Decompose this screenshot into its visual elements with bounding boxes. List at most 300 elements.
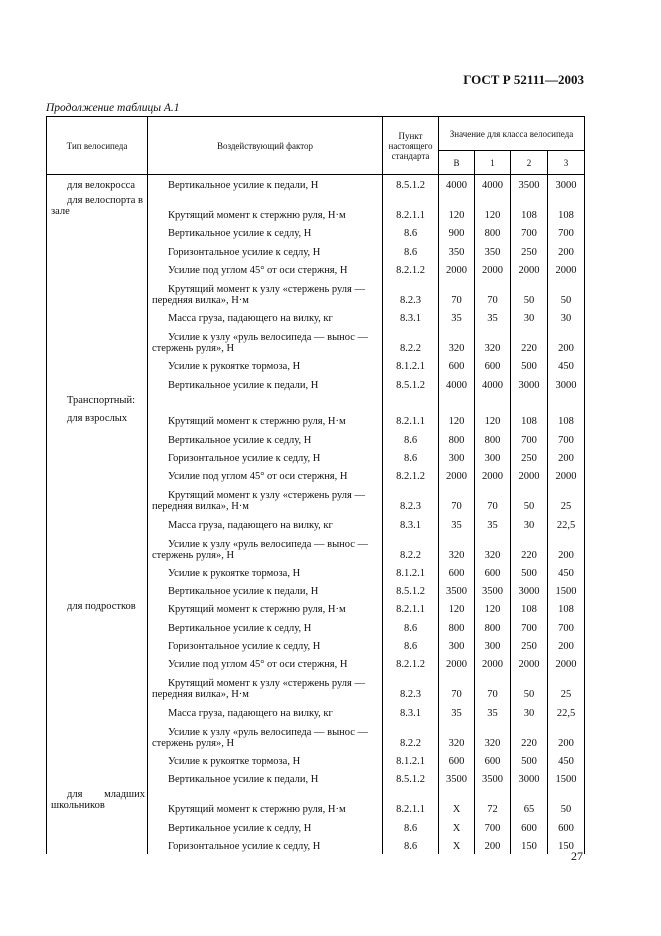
table-row [47,817,585,835]
cell-class-3: 200 [548,241,585,259]
cell-factor [148,175,383,194]
table-row [47,636,585,654]
cell-class-3: 200 [548,326,585,356]
cell-factor [148,599,383,617]
cell-class-v: 320 [439,721,475,751]
factor-text: Горизонтальное усилие к седлу, Н [168,840,321,852]
cell-class-3: 450 [548,356,585,374]
cell-class-3: 200 [548,636,585,654]
cell-class-v: 120 [439,193,475,223]
cell-class-v: 35 [439,308,475,326]
cell-class-3: 200 [548,533,585,563]
cell-class-1: 120 [475,193,511,223]
cell-class-3: 150 [548,836,585,854]
type-label: для подростков [67,601,136,613]
cell-class-2: 108 [511,193,548,223]
cell-class-1: 4000 [475,175,511,194]
factor-text: Крутящий момент к узлу «стержень руля — передняя вилка», Н·м [152,678,365,701]
cell-class-v: Х [439,787,475,817]
factor-text: Усилие к рукоятке тормоза, Н [168,361,301,373]
cell-class-3: 700 [548,429,585,447]
factor-text: Усилие под углом 45° от оси стержня, Н [168,471,348,483]
cell-class-1: 2000 [475,654,511,672]
cell-class-v: Х [439,836,475,854]
cell-class-v: 600 [439,563,475,581]
factor-text: Масса груза, падающего на вилку, кг [168,519,333,531]
header-factor: Воздействующий фактор [148,117,383,175]
cell-bicycle-type [47,356,148,374]
table-row [47,448,585,466]
header-value-group: Значение для класса велосипеда [439,117,585,151]
cell-clause: 8.6 [383,617,439,635]
cell-factor [148,326,383,356]
cell-class-3 [548,393,585,411]
factor-text: Масса груза, падающего на вилку, кг [168,313,333,325]
cell-bicycle-type [47,514,148,532]
cell-class-1: 35 [475,514,511,532]
cell-clause: 8.2.3 [383,484,439,514]
cell-clause: 8.2.1.1 [383,411,439,429]
cell-clause: 8.2.2 [383,533,439,563]
factor-text: Вертикальное усилие к седлу, Н [168,434,312,446]
cell-class-v: 4000 [439,175,475,194]
cell-class-2: 250 [511,448,548,466]
cell-class-v: 320 [439,326,475,356]
type-label: для велокросса [67,180,136,191]
cell-clause: 8.5.1.2 [383,175,439,194]
cell-factor [148,654,383,672]
cell-bicycle-type [47,429,148,447]
cell-factor [148,514,383,532]
cell-class-1 [475,393,511,411]
cell-class-v [439,393,475,411]
table-row [47,769,585,787]
factor-text: Вертикальное усилие к педали, Н [168,774,319,786]
table-row [47,484,585,514]
type-label: для велоспорта в зале [51,195,143,217]
cell-class-v: 600 [439,356,475,374]
cell-class-3: 450 [548,751,585,769]
table-row [47,751,585,769]
cell-factor [148,581,383,599]
cell-bicycle-type [47,411,148,429]
cell-factor [148,448,383,466]
cell-bicycle-type [47,636,148,654]
cell-class-1: 320 [475,326,511,356]
cell-class-1: 3500 [475,581,511,599]
cell-clause: 8.6 [383,817,439,835]
cell-class-1: 300 [475,448,511,466]
cell-class-3: 108 [548,193,585,223]
factor-text: Крутящий момент к стержню руля, Н·м [168,210,346,221]
cell-class-2: 220 [511,326,548,356]
table-row [47,514,585,532]
cell-class-1: 70 [475,278,511,308]
cell-class-2: 700 [511,223,548,241]
cell-class-2: 600 [511,817,548,835]
table-row [47,721,585,751]
cell-factor [148,223,383,241]
table-row [47,326,585,356]
cell-class-1: 800 [475,223,511,241]
cell-factor [148,429,383,447]
cell-class-1: 70 [475,484,511,514]
cell-class-3: 200 [548,721,585,751]
table-row [47,278,585,308]
cell-bicycle-type [47,223,148,241]
header-type: Тип велосипеда [47,117,148,175]
cell-class-v: 800 [439,429,475,447]
header-class-2: 2 [511,151,548,175]
cell-factor [148,393,383,411]
cell-class-3: 700 [548,617,585,635]
cell-bicycle-type [47,617,148,635]
cell-factor [148,672,383,702]
cell-bicycle-type [47,308,148,326]
cell-class-2: 700 [511,429,548,447]
cell-class-v: 70 [439,672,475,702]
cell-factor [148,702,383,720]
cell-class-3: 3000 [548,175,585,194]
cell-class-2: 3500 [511,175,548,194]
cell-class-2: 30 [511,702,548,720]
cell-class-1: 300 [475,636,511,654]
cell-class-v: 35 [439,702,475,720]
cell-class-3: 450 [548,563,585,581]
factor-text: Горизонтальное усилие к седлу, Н [168,641,321,653]
table-row [47,617,585,635]
factor-text: Вертикальное усилие к седлу, Н [168,622,312,634]
document-code: ГОСТ Р 52111—2003 [463,72,584,87]
cell-class-v: 300 [439,636,475,654]
cell-clause: 8.3.1 [383,702,439,720]
type-line-2: школьников [51,800,105,812]
cell-class-2: 2000 [511,466,548,484]
cell-class-2: 500 [511,356,548,374]
cell-class-3: 2000 [548,260,585,278]
cell-clause: 8.2.3 [383,278,439,308]
cell-class-v: 2000 [439,654,475,672]
factor-text: Усилие к рукоятке тормоза, Н [168,567,301,579]
factor-text: Крутящий момент к узлу «стержень руля — передняя вилка», Н·м [152,283,365,306]
cell-factor [148,751,383,769]
cell-class-1: 3500 [475,769,511,787]
cell-class-2: 150 [511,836,548,854]
cell-class-2 [511,393,548,411]
cell-class-v: 120 [439,599,475,617]
factor-text: Усилие к узлу «руль велосипеда — вынос — стержень руля», Н [152,538,369,561]
cell-clause: 8.6 [383,836,439,854]
factor-text: Усилие к рукоятке тормоза, Н [168,755,301,767]
factor-text: Усилие к узлу «руль велосипеда — вынос — стержень руля», Н [152,332,369,355]
cell-class-1: 2000 [475,260,511,278]
cell-class-v: 120 [439,411,475,429]
cell-class-3: 22,5 [548,702,585,720]
cell-bicycle-type [47,787,148,817]
cell-clause: 8.6 [383,448,439,466]
cell-class-3: 2000 [548,466,585,484]
factor-text: Усилие к узлу «руль велосипеда — вынос — стержень руля», Н [152,726,369,749]
cell-clause: 8.5.1.2 [383,581,439,599]
factor-text: Масса груза, падающего на вилку, кг [168,707,333,719]
cell-class-2: 108 [511,411,548,429]
table-row [47,466,585,484]
cell-factor [148,769,383,787]
cell-clause: 8.3.1 [383,308,439,326]
table-row [47,563,585,581]
cell-class-2: 3000 [511,374,548,392]
cell-clause: 8.2.1.2 [383,466,439,484]
cell-class-1: 120 [475,599,511,617]
cell-clause: 8.2.1.1 [383,787,439,817]
cell-factor [148,241,383,259]
table-row [47,175,585,194]
cell-class-v: 3500 [439,581,475,599]
factor-text: Горизонтальное усилие к седлу, Н [168,246,321,258]
cell-class-1: 72 [475,787,511,817]
cell-class-1: 800 [475,429,511,447]
cell-class-3: 30 [548,308,585,326]
cell-class-3: 50 [548,278,585,308]
cell-class-2: 2000 [511,654,548,672]
table-row [47,702,585,720]
table-row [47,581,585,599]
cell-class-2: 3000 [511,769,548,787]
cell-bicycle-type [47,721,148,751]
cell-class-3: 25 [548,484,585,514]
cell-bicycle-type [47,448,148,466]
type-line-1: для [67,789,83,801]
cell-bicycle-type [47,836,148,854]
table-row [47,393,585,411]
cell-class-1: 70 [475,672,511,702]
cell-class-v: 70 [439,484,475,514]
cell-class-1: 200 [475,836,511,854]
cell-class-2: 700 [511,617,548,635]
cell-bicycle-type [47,193,148,223]
cell-bicycle-type [47,599,148,617]
factor-text: Вертикальное усилие к педали, Н [168,586,319,598]
cell-class-1: 35 [475,702,511,720]
cell-clause: 8.2.1.1 [383,599,439,617]
cell-factor [148,484,383,514]
cell-clause: 8.2.3 [383,672,439,702]
cell-clause: 8.2.1.2 [383,260,439,278]
table-body [47,175,585,854]
cell-class-v: 3500 [439,769,475,787]
header-class-1: 1 [475,151,511,175]
cell-class-2: 50 [511,484,548,514]
cell-class-1: 350 [475,241,511,259]
cell-clause: 8.5.1.2 [383,769,439,787]
cell-factor [148,721,383,751]
cell-bicycle-type [47,260,148,278]
cell-clause: 8.5.1.2 [383,374,439,392]
cell-factor [148,308,383,326]
cell-class-2: 108 [511,599,548,617]
type-label: Транспортный: [67,394,135,406]
cell-class-1: 600 [475,751,511,769]
cell-bicycle-type [47,484,148,514]
cell-factor [148,260,383,278]
cell-clause: 8.2.1.1 [383,193,439,223]
cell-bicycle-type [47,672,148,702]
cell-class-2: 2000 [511,260,548,278]
cell-class-3: 25 [548,672,585,702]
cell-class-3: 2000 [548,654,585,672]
cell-bicycle-type [47,278,148,308]
cell-bicycle-type [47,563,148,581]
table-caption: Продолжение таблицы А.1 [46,102,180,114]
cell-class-2: 220 [511,721,548,751]
cell-bicycle-type [47,533,148,563]
cell-class-3: 200 [548,448,585,466]
cell-factor [148,836,383,854]
cell-class-v: 900 [439,223,475,241]
cell-factor [148,356,383,374]
cell-bicycle-type [47,326,148,356]
table-row [47,223,585,241]
cell-class-v: 300 [439,448,475,466]
cell-class-2: 500 [511,751,548,769]
cell-bicycle-type [47,654,148,672]
cell-class-2: 250 [511,636,548,654]
cell-class-v: 350 [439,241,475,259]
factor-text: Вертикальное усилие к седлу, Н [168,228,312,240]
cell-factor [148,411,383,429]
header-class-3: 3 [548,151,585,175]
cell-class-1: 120 [475,411,511,429]
header-clause: Пункт настоящего стандарта [383,117,439,175]
cell-class-v: 800 [439,617,475,635]
cell-bicycle-type [47,241,148,259]
table-row [47,411,585,429]
cell-class-1: 2000 [475,466,511,484]
factor-text: Крутящий момент к стержню руля, Н·м [168,604,346,616]
cell-clause: 8.2.1.2 [383,654,439,672]
factor-text: Усилие под углом 45° от оси стержня, Н [168,264,348,276]
cell-class-v: 2000 [439,466,475,484]
cell-bicycle-type [47,581,148,599]
cell-class-v: 70 [439,278,475,308]
cell-class-3: 108 [548,599,585,617]
cell-class-3: 1500 [548,581,585,599]
table-row [47,241,585,259]
table-row [47,599,585,617]
cell-class-3: 22,5 [548,514,585,532]
cell-class-1: 600 [475,563,511,581]
cell-class-1: 800 [475,617,511,635]
cell-class-v: 600 [439,751,475,769]
cell-class-1: 4000 [475,374,511,392]
cell-factor [148,617,383,635]
table-row [47,260,585,278]
factor-text: Крутящий момент к узлу «стержень руля — передняя вилка», Н·м [152,490,365,513]
cell-class-2: 500 [511,563,548,581]
cell-clause: 8.3.1 [383,514,439,532]
cell-class-1: 700 [475,817,511,835]
factor-text: Вертикальное усилие к педали, Н [168,180,319,191]
cell-class-v: 320 [439,533,475,563]
cell-class-2: 50 [511,672,548,702]
cell-class-1: 35 [475,308,511,326]
cell-bicycle-type [47,817,148,835]
cell-factor [148,563,383,581]
cell-class-2: 3000 [511,581,548,599]
cell-class-3: 1500 [548,769,585,787]
cell-class-3: 700 [548,223,585,241]
cell-clause: 8.1.2.1 [383,563,439,581]
cell-class-2: 30 [511,308,548,326]
cell-class-1: 320 [475,721,511,751]
table-row [47,308,585,326]
cell-factor [148,817,383,835]
table-row [47,429,585,447]
cell-class-3: 50 [548,787,585,817]
cell-class-v: 2000 [439,260,475,278]
cell-bicycle-type [47,751,148,769]
cell-bicycle-type [47,175,148,194]
cell-class-1: 320 [475,533,511,563]
cell-factor [148,278,383,308]
factor-text: Крутящий момент к стержню руля, Н·м [168,804,346,816]
table-row [47,356,585,374]
page-number: 27 [571,849,583,863]
table-row [47,533,585,563]
cell-bicycle-type [47,393,148,411]
cell-clause: 8.2.2 [383,721,439,751]
cell-clause [383,393,439,411]
cell-class-2: 65 [511,787,548,817]
cell-clause: 8.6 [383,241,439,259]
cell-bicycle-type [47,466,148,484]
cell-class-v: 35 [439,514,475,532]
cell-factor [148,374,383,392]
cell-bicycle-type [47,702,148,720]
cell-factor [148,466,383,484]
cell-clause: 8.1.2.1 [383,751,439,769]
cell-factor [148,533,383,563]
specs-table [46,116,585,854]
type-line-1b: младших [104,789,145,801]
cell-factor [148,636,383,654]
cell-class-3: 108 [548,411,585,429]
factor-text: Вертикальное усилие к педали, Н [168,379,319,391]
cell-class-2: 30 [511,514,548,532]
cell-class-2: 220 [511,533,548,563]
table-row [47,654,585,672]
table-row [47,836,585,854]
header-class-v: В [439,151,475,175]
factor-text: Крутящий момент к стержню руля, Н·м [168,416,346,428]
cell-bicycle-type [47,374,148,392]
table-row [47,374,585,392]
factor-text: Усилие под углом 45° от оси стержня, Н [168,659,348,671]
cell-factor [148,787,383,817]
cell-clause: 8.6 [383,429,439,447]
cell-class-2: 50 [511,278,548,308]
table-row [47,787,585,817]
factor-text: Горизонтальное усилие к седлу, Н [168,452,321,464]
cell-clause: 8.6 [383,223,439,241]
table-container [46,116,584,854]
factor-text: Вертикальное усилие к седлу, Н [168,822,312,834]
cell-class-v: Х [439,817,475,835]
cell-clause: 8.1.2.1 [383,356,439,374]
cell-bicycle-type [47,769,148,787]
cell-class-3: 3000 [548,374,585,392]
type-label: для взрослых [67,413,128,425]
